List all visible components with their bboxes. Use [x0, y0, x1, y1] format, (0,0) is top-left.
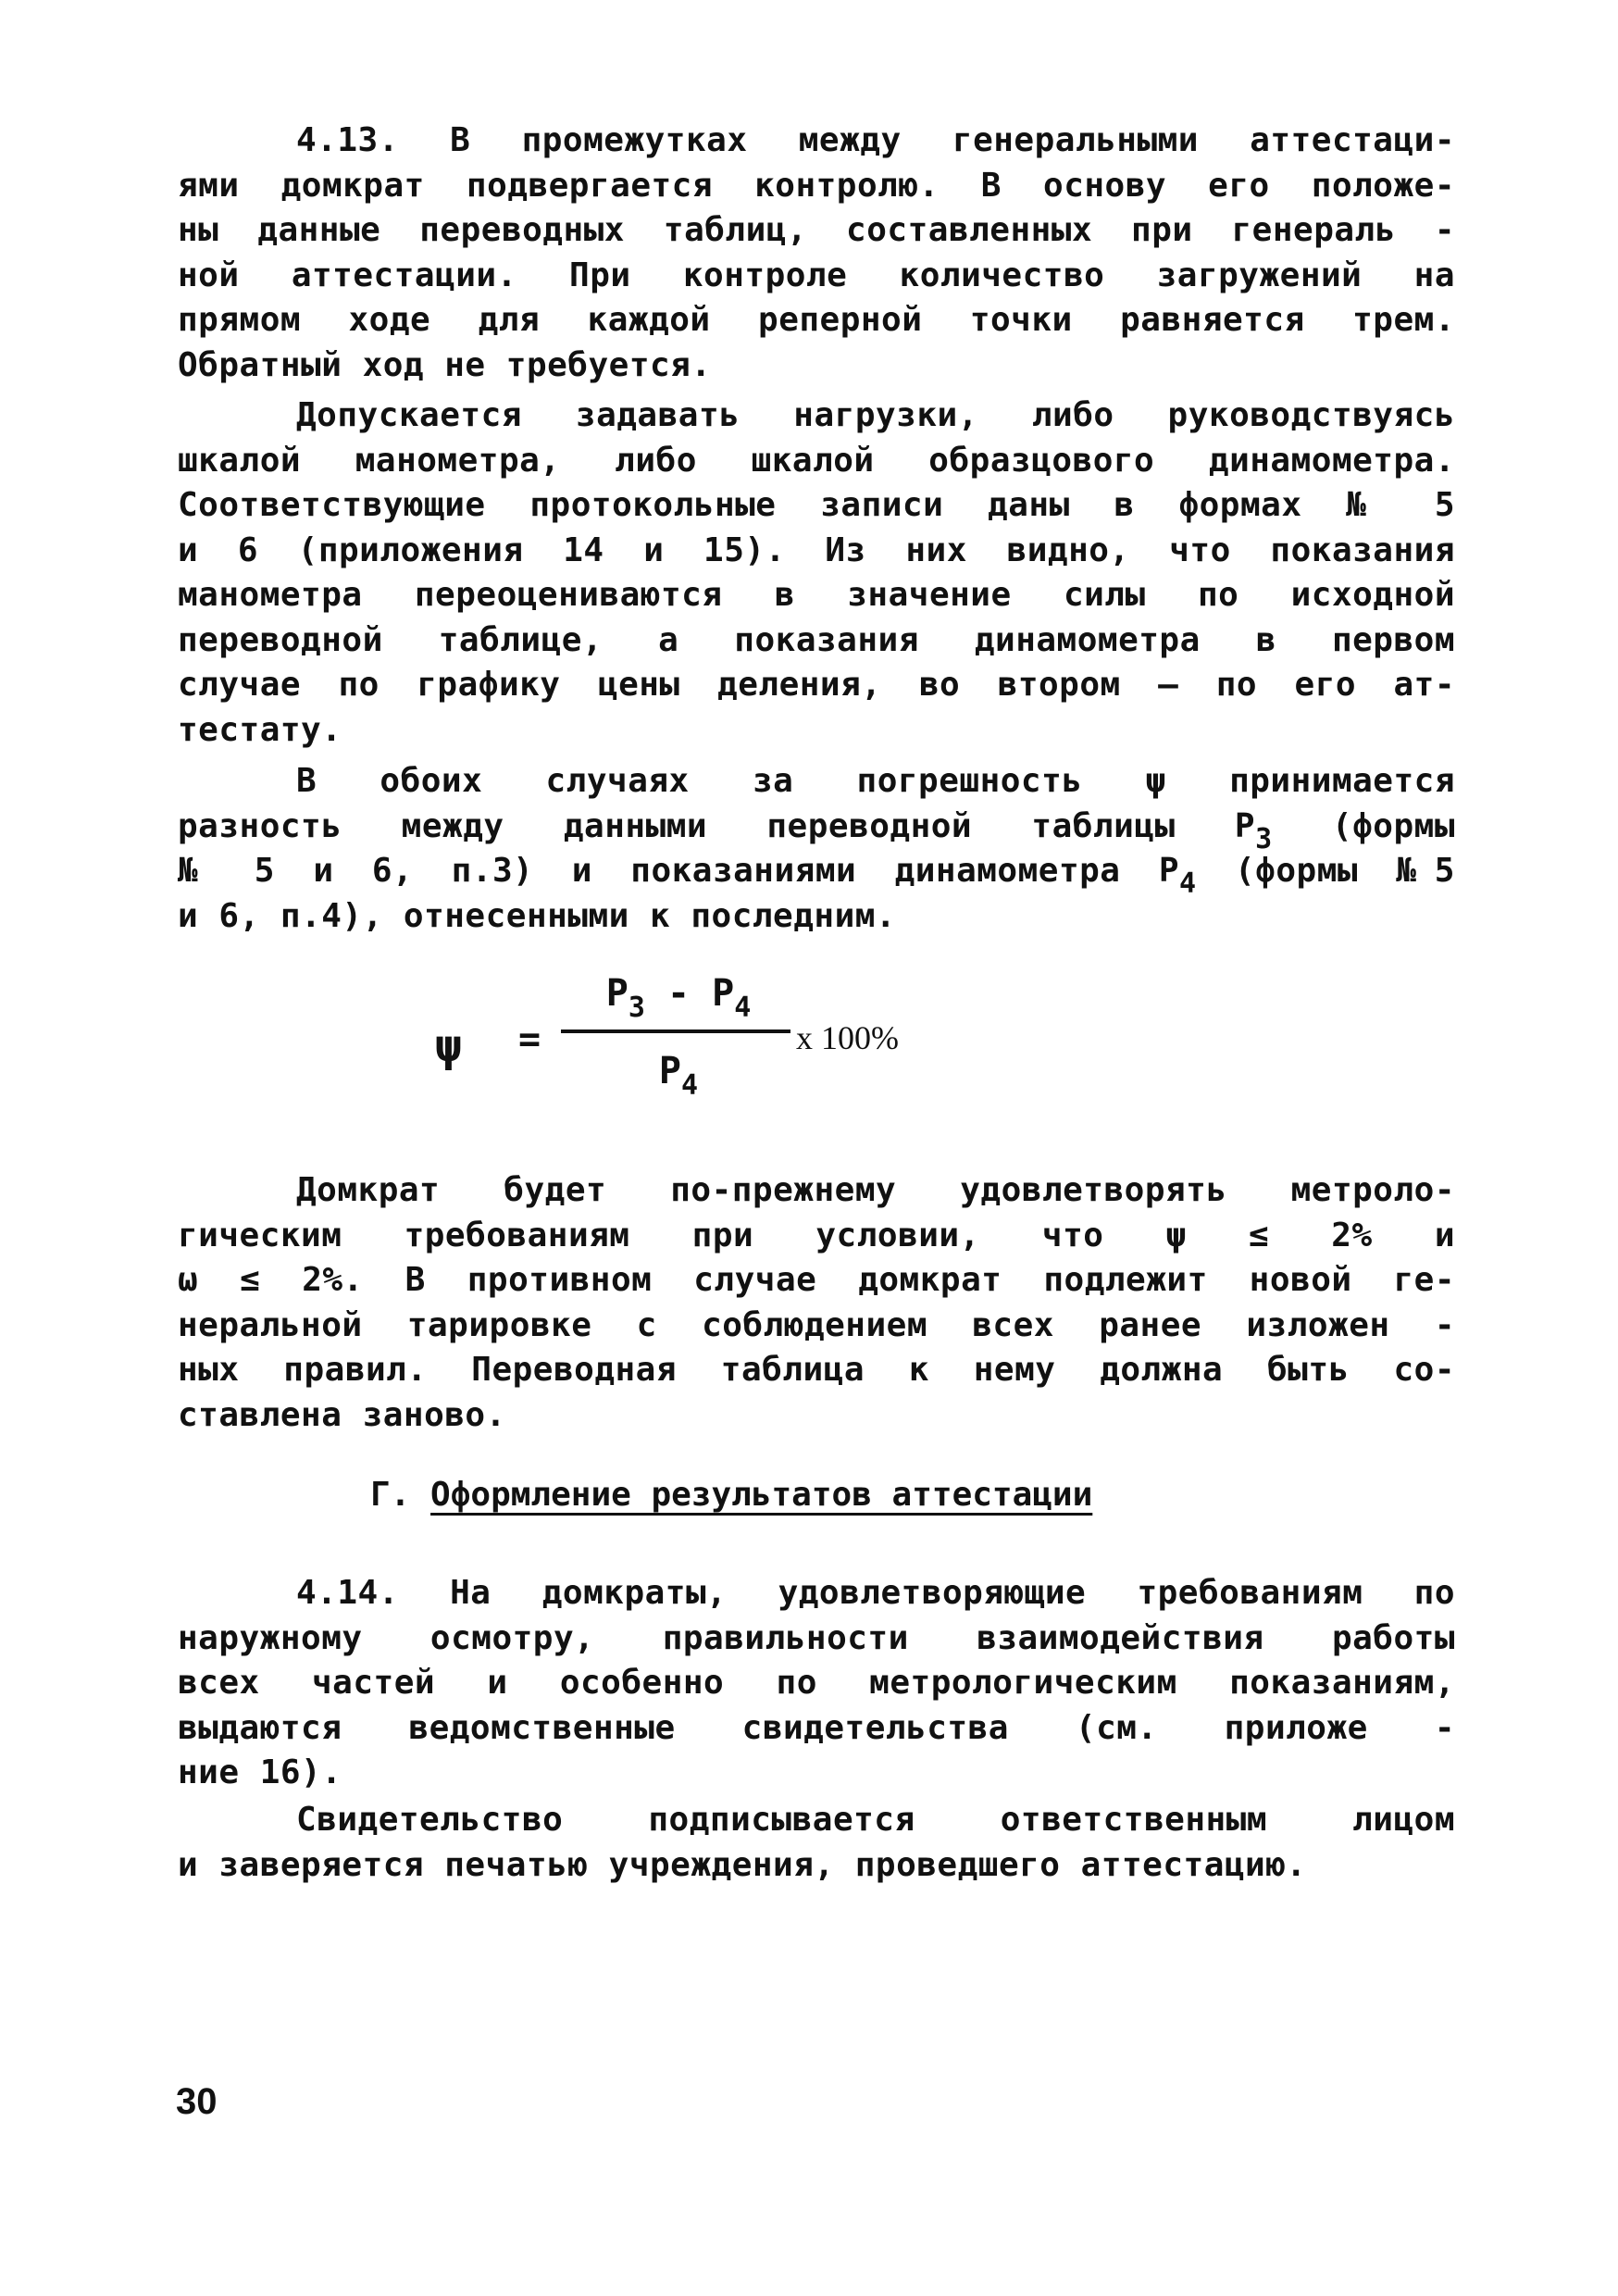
text-line: ями домкрат подвергается контролю. В основу его положе- [178, 166, 1455, 205]
text-line: и заверяется печатью учреждения, проведшего аттестацию. [178, 1845, 1307, 1884]
section-letter: Г. [370, 1476, 411, 1514]
text-line: Домкрат будет по-прежнему удовлетворять метроло- [296, 1171, 1455, 1209]
text-line: шкалой манометра, либо шкалой образцового динамометра. [178, 441, 1455, 480]
text-line: 4.14. На домкраты, удовлетворяющие требованиям по [296, 1574, 1455, 1612]
text-line: Соответствующие протокольные записи даны в формах № 5 [178, 486, 1455, 524]
text-line: ставлена заново. [178, 1395, 506, 1434]
formula-multiplier: x 100% [796, 1019, 899, 1056]
formula-numerator: $P_3 - P_4$ [605, 972, 752, 1024]
equals-sign: = [518, 1018, 541, 1061]
paragraph-jack-requirements [178, 1168, 1455, 1438]
text-line: Обратный ход не требуется. [178, 345, 712, 384]
text-line: переводной таблице, а показания динамометра в первом [178, 620, 1455, 659]
text-line: Допускается задавать нагрузки, либо руководствуясь [296, 396, 1455, 434]
text-line: всех частей и особенно по метрологическим показаниям, [178, 1664, 1455, 1702]
page-number: 30 [176, 2081, 218, 2122]
text-line: Свидетельство подписывается ответственным лицом [296, 1801, 1455, 1839]
text-line: прямом ходе для каждой реперной точки равняется трем. [178, 301, 1455, 339]
text-line: наружному осмотру, правильности взаимодействия работы [178, 1618, 1455, 1657]
text-fragment: (формы [1272, 806, 1455, 845]
text-line: гическим требованиям при условии, что ψ ≤ 2% и [178, 1216, 1455, 1254]
text-line: тестату. [178, 710, 342, 749]
text-line: неральной тарировке с соблюдением всех ранее изложен - [178, 1305, 1455, 1344]
text-line: и 6, п.4), отнесенными к последним. [178, 896, 897, 935]
text-line: ны данные переводных таблиц, составленных при генераль - [178, 211, 1455, 249]
paragraph-certificate [178, 1798, 1455, 1888]
paragraph-4-14 [178, 1571, 1455, 1796]
fraction-bar [561, 1029, 790, 1033]
psi-formula [435, 972, 953, 1111]
text-line: ω ≤ 2%. В противном случае домкрат подлежит новой ге- [178, 1261, 1455, 1299]
section-heading [370, 1476, 1092, 1514]
section-title: Оформление результатов аттестации [430, 1476, 1093, 1514]
formula-denominator: $P_4$ [658, 1050, 699, 1102]
text-line: ных правил. Переводная таблица к нему должна быть со- [178, 1351, 1455, 1389]
subscript: 3 [1255, 822, 1273, 855]
text-line [178, 805, 1455, 855]
subscript: 4 [1179, 867, 1197, 900]
text-line: случае по графику цены деления, во втором – по его ат- [178, 666, 1455, 704]
text-line: и 6 (приложения 14 и 15). Из них видно, что показания [178, 530, 1455, 569]
text-fragment: № 5 и 6, п.3) и показаниями динамометра P [178, 852, 1180, 890]
text-line: В обоих случаях за погрешность ψ принимается [296, 762, 1455, 800]
text-fragment: разность между данными переводной таблицы P [178, 806, 1256, 845]
text-line: выдаются ведомственные свидетельства (см. приложе - [178, 1708, 1455, 1747]
text-line: ной аттестации. При контроле количество загружений на [178, 256, 1455, 294]
paragraph-error-definition [178, 759, 1455, 939]
text-line: ние 16). [178, 1753, 342, 1791]
text-line: 4.13. В промежутках между генеральными аттестаци- [296, 121, 1455, 159]
paragraph-4-13 [178, 119, 1455, 388]
text-line: манометра переоцениваются в значение силы по исходной [178, 576, 1455, 614]
text-line [178, 849, 1455, 900]
psi-symbol: ψ [435, 1020, 462, 1072]
paragraph-allowed-loads [178, 393, 1455, 753]
text-fragment: (формы №5 [1196, 852, 1455, 890]
